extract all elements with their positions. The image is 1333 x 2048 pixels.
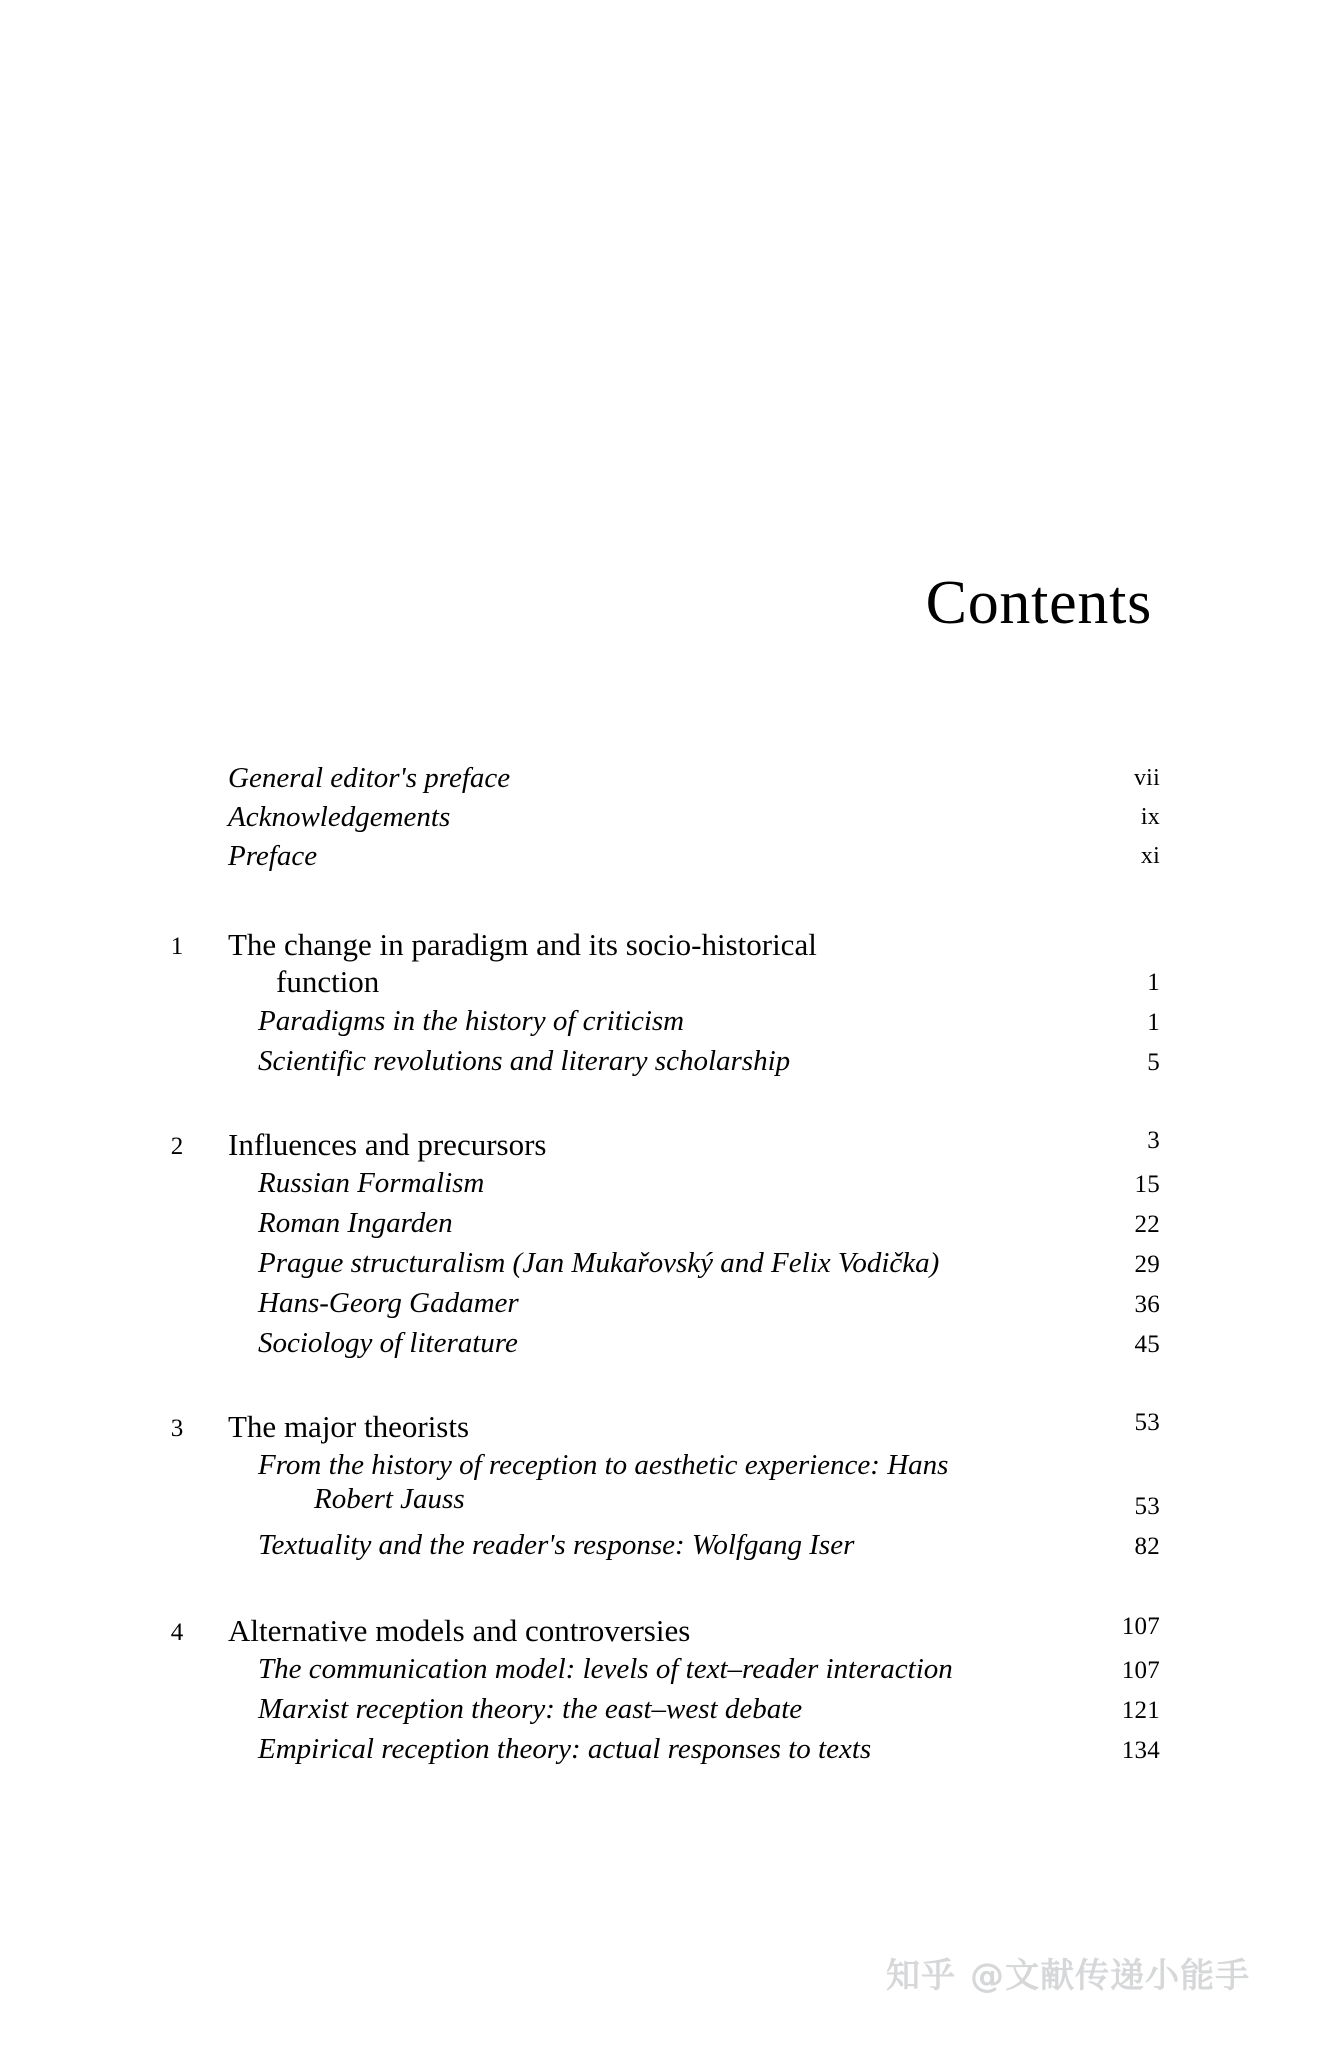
section-title [258,1045,1010,1079]
section-page-number: 121 [1121,1697,1160,1724]
chapter-page-number: 1 [1147,969,1160,996]
chapter-number: 2 [170,1133,184,1160]
section-entry[interactable] [0,1693,1160,1733]
section-title-line: Prague structuralism (Jan Mukařovský and Felix Vodička) [258,1247,940,1279]
chapter-page-number: 107 [1121,1613,1160,1640]
chapter-title [228,927,1010,1000]
front-matter-entry[interactable] [0,801,1160,840]
section-title-line: Sociology of literature [258,1327,518,1359]
section-title-line: Russian Formalism [258,1167,485,1199]
chapter-number: 3 [170,1415,184,1442]
section-entry[interactable] [0,1005,1160,1045]
section-entry[interactable] [0,1529,1160,1569]
chapter-block [0,1613,1160,1773]
front-matter-title: General editor's preface [228,762,511,794]
watermark-handle: @文献传递小能手 [970,1956,1251,1996]
section-title-line: Empirical reception theory: actual responses to texts [258,1733,872,1765]
section-title-line: Textuality and the reader's response: Wolfgang Iser [258,1529,855,1561]
section-page-number: 36 [1134,1291,1160,1318]
chapter-block [0,1127,1160,1367]
chapter-number: 4 [170,1619,184,1646]
chapter-title-line: The major theorists [228,1409,470,1444]
front-matter-page-number: ix [1140,804,1160,830]
section-page-number: 45 [1134,1331,1160,1358]
section-title [258,1653,1010,1687]
watermark-brand: 知乎 [886,1956,957,1996]
chapter-title-line: Alternative models and controversies [228,1613,691,1648]
section-page-number: 107 [1121,1657,1160,1684]
section-title-continuation: Robert Jauss [314,1482,465,1515]
watermark [886,1948,1250,1997]
chapter-entry[interactable] [0,1127,1160,1167]
front-matter-entry[interactable] [0,840,1160,879]
section-title [258,1287,1010,1321]
section-page-number: 5 [1147,1049,1160,1076]
section-page-number: 134 [1121,1737,1160,1764]
front-matter-section [0,762,1160,879]
chapters-section [0,927,1160,1773]
section-page-number: 22 [1134,1211,1160,1238]
table-of-contents [0,762,1333,1773]
section-entry[interactable] [0,1167,1160,1207]
section-entry[interactable] [0,1327,1160,1367]
section-title [258,1529,1010,1563]
section-title [258,1207,1010,1241]
section-title-line: Marxist reception theory: the east–west debate [258,1693,803,1725]
section-page-number: 29 [1134,1251,1160,1278]
section-page-number: 1 [1147,1009,1160,1036]
chapter-entry[interactable] [0,1409,1160,1449]
front-matter-title: Preface [228,840,318,872]
chapter-title-continuation: function [276,963,380,999]
section-entry[interactable] [0,1653,1160,1693]
chapter-entry[interactable] [0,927,1160,1005]
chapter-page-number: 3 [1147,1127,1160,1154]
section-entry[interactable] [0,1733,1160,1773]
section-page-number: 82 [1134,1533,1160,1560]
section-entry[interactable] [0,1247,1160,1287]
section-title [258,1449,1010,1517]
section-page-number: 15 [1134,1171,1160,1198]
section-title [258,1327,1010,1361]
section-title-line: Hans-Georg Gadamer [258,1287,519,1319]
section-title [258,1167,1010,1201]
section-title-line: The communication model: levels of text–reader interaction [258,1653,953,1685]
page-title: Contents [925,569,1152,637]
section-title-line: Roman Ingarden [258,1207,453,1239]
chapter-title [228,1613,1010,1650]
section-entry[interactable] [0,1045,1160,1085]
section-entry[interactable] [0,1207,1160,1247]
section-title [258,1247,1010,1281]
section-title [258,1733,1010,1767]
front-matter-title: Acknowledgements [228,801,451,833]
chapter-title-line: The change in paradigm and its socio-historical [228,927,817,962]
section-title-line: Paradigms in the history of criticism [258,1005,685,1037]
chapter-title [228,1409,1010,1446]
chapter-entry[interactable] [0,1613,1160,1653]
section-title [258,1005,1010,1039]
section-title-line: From the history of reception to aesthetic experience: Hans [258,1449,949,1481]
chapter-block [0,1409,1160,1569]
chapter-title [228,1127,1010,1164]
section-page-number: 53 [1134,1493,1160,1520]
section-entry[interactable] [0,1449,1160,1529]
front-matter-page-number: vii [1133,765,1160,791]
section-title-line: Scientific revolutions and literary scholarship [258,1045,791,1077]
section-entry[interactable] [0,1287,1160,1327]
section-title [258,1693,1010,1727]
chapter-page-number: 53 [1134,1409,1160,1436]
front-matter-entry[interactable] [0,762,1160,801]
chapter-number: 1 [170,933,184,960]
chapter-block [0,927,1160,1085]
front-matter-page-number: xi [1140,843,1160,869]
chapter-title-line: Influences and precursors [228,1127,547,1162]
